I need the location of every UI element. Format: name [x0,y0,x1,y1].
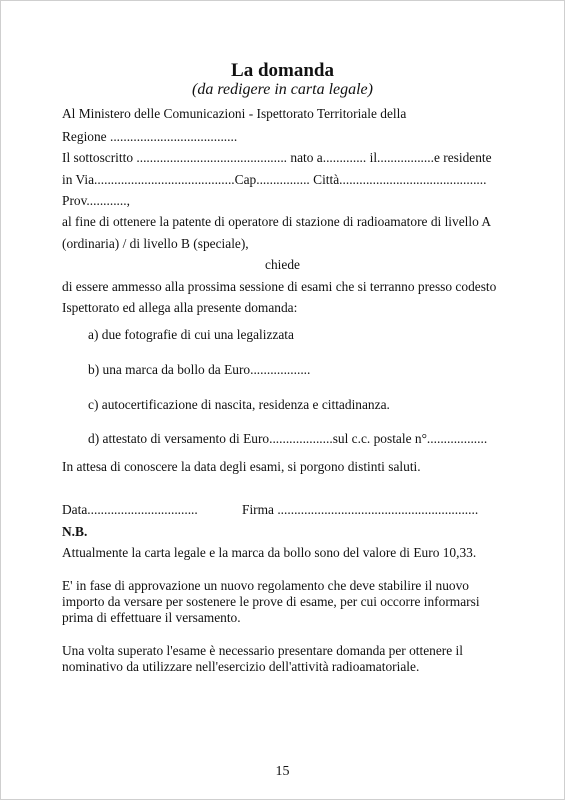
request-word: chiede [265,257,300,272]
notes-heading: N.B. [62,524,88,539]
request-line-1: di essere ammesso alla prossima sessione di esami che si terranno presso codesto [62,279,497,294]
purpose-line-2: (ordinaria) / di livello B (speciale), [62,236,249,251]
page-title: La domanda [231,60,334,81]
note-line: prima di effettuare il versamento. [62,610,241,625]
date-field: Data................................. [62,502,198,517]
page-number: 15 [275,764,290,779]
addressee-line: Al Ministero delle Comunicazioni - Ispettorato Territoriale della [62,106,407,121]
closing-line: In attesa di conoscere la data degli esami, si porgono distinti saluti. [62,459,421,474]
attachment-item: b) una marca da bollo da Euro.................. [88,362,311,377]
signature-field: Firma ............................................................ [242,502,479,517]
request-line-2: Ispettorato ed allega alla presente domanda: [62,300,298,315]
page-subtitle: (da redigere in carta legale) [192,81,373,98]
note-line: Una volta superato l'esame è necessario presentare domanda per ottenere il [62,643,463,658]
province-line: Prov............, [62,193,130,208]
region-line: Regione ...................................... [62,129,238,144]
note-line: importo da versare per sostenere le prove di esame, per cui occorre informarsi [62,594,480,609]
undersigned-line: Il sottoscritto ............................................. nato a............. il.................e residente [62,150,492,165]
purpose-line-1: al fine di ottenere la patente di operatore di stazione di radioamatore di livello A [62,214,492,229]
address-line: in Via..........................................Cap................ Città............................................ [62,172,487,187]
attachment-item: d) attestato di versamento di Euro...................sul c.c. postale n°.................. [88,431,488,446]
note-line: E' in fase di approvazione un nuovo regolamento che deve stabilire il nuovo [62,578,469,593]
attachment-item: c) autocertificazione di nascita, residenza e cittadinanza. [88,397,390,412]
note-line: nominativo da utilizzare nell'esercizio dell'attività radioamatoriale. [62,659,420,674]
attachment-item: a) due fotografie di cui una legalizzata [88,327,294,342]
note-line: Attualmente la carta legale e la marca da bollo sono del valore di Euro 10,33. [62,545,477,560]
